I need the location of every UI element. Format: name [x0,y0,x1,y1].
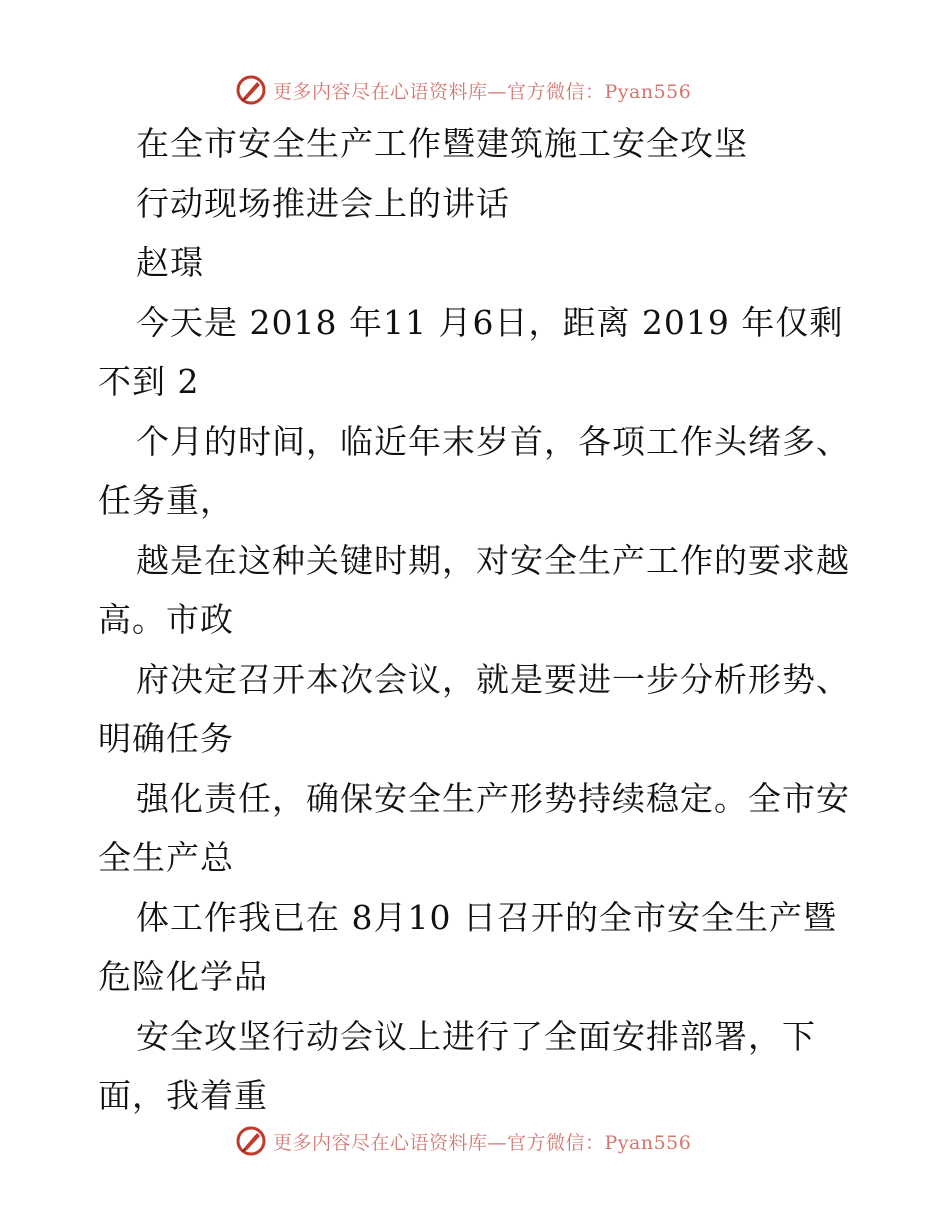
paragraph-line: 不到 2 [98,362,200,401]
paragraph-line: 全生产总 [98,838,234,877]
paragraph-line: 个月的时间，临近年末岁首，各项工作头绪多、 [136,422,850,461]
header-watermark [235,73,691,107]
paragraph-line: 越是在这种关键时期，对安全生产工作的要求越 [136,541,850,580]
pen-logo-icon [235,74,267,106]
pen-logo-icon [235,1125,267,1157]
title-line-2: 行动现场推进会上的讲话 [136,184,510,223]
paragraph-line: 明确任务 [98,719,234,758]
paragraph-line: 高。市政 [98,600,234,639]
footer-watermark [235,1124,691,1158]
paragraph-line: 安全攻坚行动会议上进行了全面安排部署，下 [136,1017,816,1056]
watermark-text: 更多内容尽在心语资料库—官方微信：Pyan556 [273,80,692,103]
paragraph-line: 任务重， [98,481,234,520]
paragraph-line: 面，我着重 [98,1076,268,1115]
paragraph-line: 强化责任，确保安全生产形势持续稳定。全市安 [136,779,850,818]
paragraph-line: 危险化学品 [98,957,268,996]
watermark-text: 更多内容尽在心语资料库—官方微信：Pyan556 [273,1131,692,1154]
paragraph-line: 今天是 2018 年11 月6日，距离 2019 年仅剩 [136,303,844,342]
author-name: 赵璟 [136,243,204,282]
paragraph-line: 府决定召开本次会议，就是要进一步分析形势、 [136,660,850,699]
paragraph-line: 体工作我已在 8月10 日召开的全市安全生产暨 [136,898,837,937]
title-line-1: 在全市安全生产工作暨建筑施工安全攻坚 [136,124,748,163]
